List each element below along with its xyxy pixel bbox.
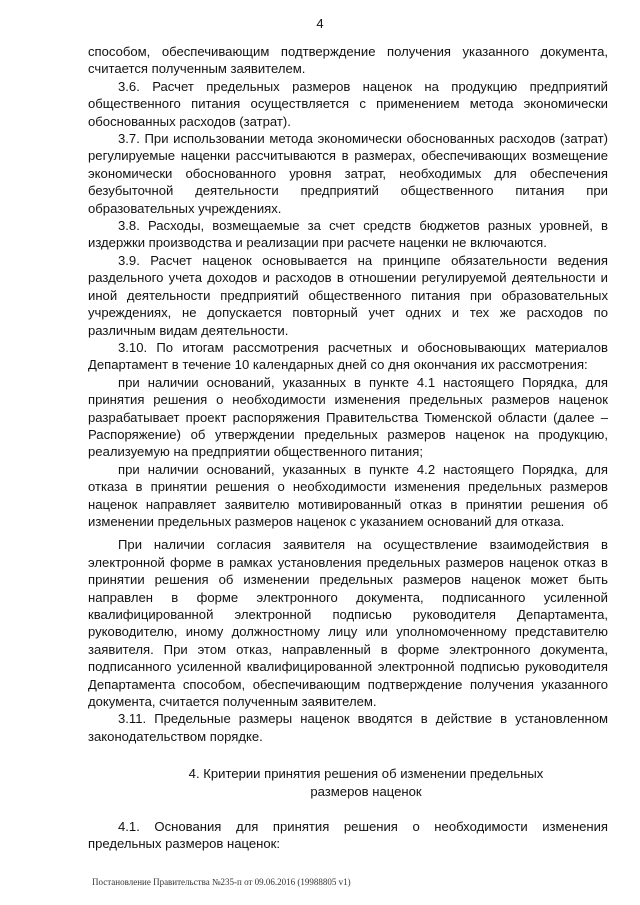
- paragraph-3-11: 3.11. Предельные размеры наценок вводятся в действие в установленном законодательством порядке.: [88, 711, 608, 744]
- paragraph-3-7: 3.7. При использовании метода экономически обоснованных расходов (затрат) регулируемые наценки рассчитываются в размерах, обеспечивающих возмещение экономически обоснованного уровня затрат, необходимых для обеспечения безубыточной деятельности предприятий общественного питания при образовательных учреждениях.: [88, 131, 608, 216]
- paragraph-3-6: 3.6. Расчет предельных размеров наценок на продукцию предприятий общественного питания осуществляется с применением метода экономически обоснованных расходов (затрат).: [88, 78, 608, 129]
- paragraph-3-9: 3.9. Расчет наценок основывается на принципе обязательности ведения раздельного учета доходов и расходов в отношении регулируемой деятельности и иной деятельности предприятий общественного питания при образовательных учреждениях, не допускается повторный учет одних и тех же расходов по различным видам деятельности.: [88, 252, 608, 338]
- page-number: 4: [316, 16, 324, 31]
- paragraph-3-10: 3.10. По итогам рассмотрения расчетных и обосновывающих материалов Департамент в течение 10 календарных дней со дня окончания их рассмотрения:: [88, 339, 608, 373]
- paragraph-3-10-item-1: при наличии оснований, указанных в пункте 4.1 настоящего Порядка, для принятия решения о необходимости изменения предельных размеров наценок разрабатывает проект распоряжения Правительства Тюменской области (далее – Распоряжение) об утверждении предельных размеров наценок на продукцию, реализуемую на предприятии общественного питания;: [88, 374, 608, 460]
- section-4-heading: [88, 765, 608, 800]
- paragraph-3-8: 3.8. Расходы, возмещаемые за счет средств бюджетов разных уровней, в издержки производства и реализации при расчете наценки не включаются.: [88, 218, 608, 251]
- paragraph-continuation: способом, обеспечивающим подтверждение получения указанного документа, считается полученным заявителем.: [88, 44, 608, 77]
- paragraph-4-1: 4.1. Основания для принятия решения о необходимости изменения предельных размеров наценок:: [88, 819, 608, 852]
- section-4-heading-line-1: 4. Критерии принятия решения об изменении предельных: [188, 766, 544, 782]
- paragraph-electronic-form: При наличии согласия заявителя на осуществление взаимодействия в электронной форме в рамках установления предельных размеров наценок отказ в принятии решения об изменении предельных размеров наценок может быть направлен в форме электронного документа, подписанного усиленной квалифицированной электронной подписью руководителя Департамента, руководителю, иному должностному лицу или уполномоченному представителю заявителя. При этом отказ, направленный в форме электронного документа, подписанного усиленной квалифицированной электронной подписью руководителя Департамента способом, обеспечивающим подтверждение получения указанного документа, считается полученным заявителем.: [88, 537, 608, 710]
- section-4-heading-line-2: размеров наценок: [310, 783, 422, 799]
- document-body: [88, 43, 608, 853]
- document-footer: Постановление Правительства №235-п от 09.06.2016 (19988805 v1): [92, 877, 351, 887]
- paragraph-3-10-item-2: при наличии оснований, указанных в пункте 4.2 настоящего Порядка, для отказа в принятии решения о необходимости изменения предельных размеров наценок направляет заявителю мотивированный отказ в принятии решения об изменении предельных размеров наценок с указанием оснований для отказа.: [88, 461, 608, 529]
